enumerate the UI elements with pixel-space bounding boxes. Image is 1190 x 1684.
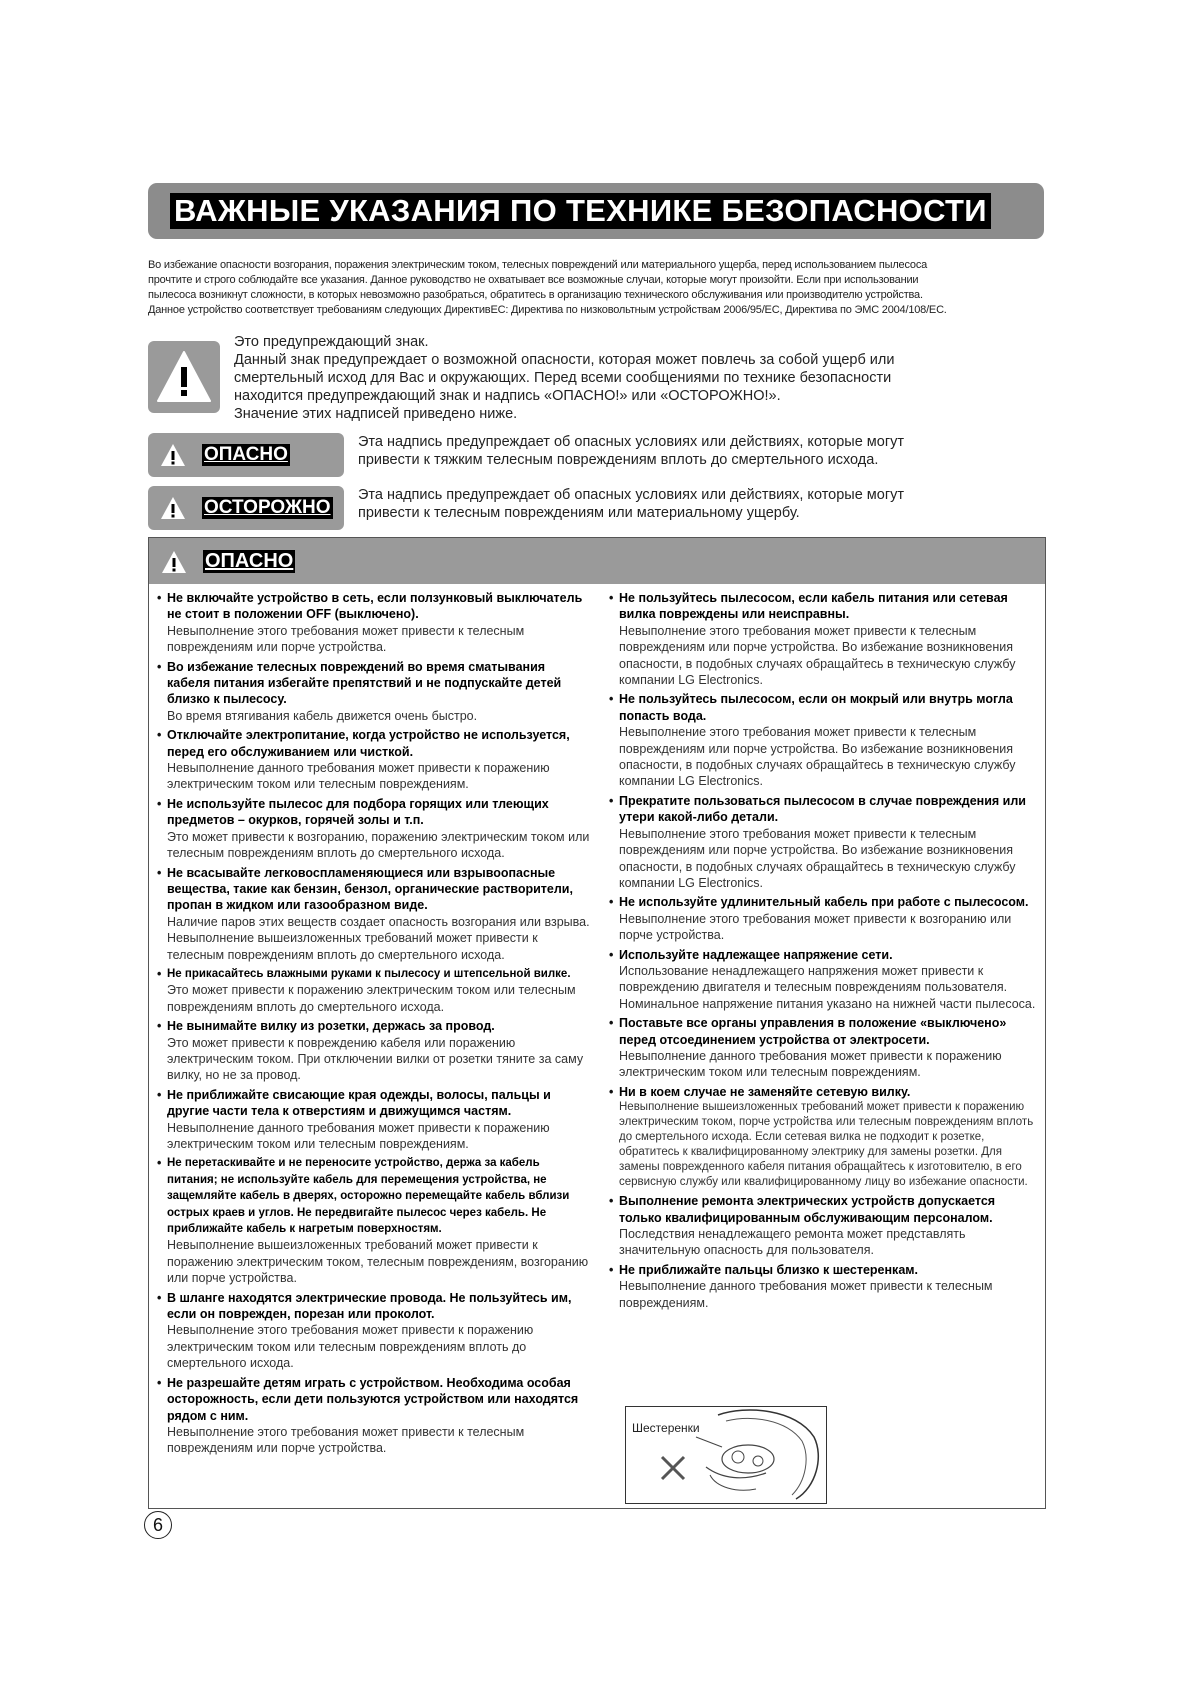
item-body: Последствия ненадлежащего ремонта может представлять значительную опасность для пользователя. bbox=[619, 1227, 966, 1258]
bullet: • bbox=[157, 1156, 162, 1171]
bullet: • bbox=[609, 692, 614, 707]
list-item bbox=[157, 966, 591, 1015]
list-item bbox=[609, 1015, 1039, 1081]
bullet: • bbox=[157, 865, 162, 880]
warning-triangle-icon bbox=[160, 443, 186, 467]
item-heading: Ни в коем случае не заменяйте сетевую вилку. bbox=[619, 1084, 911, 1099]
bullet: • bbox=[609, 793, 614, 808]
item-body: Невыполнение вышеизложенных требований может привести к поражению электрическим током, телесным повреждениям, возгоранию или порче устройства. bbox=[167, 1238, 589, 1286]
danger-label bbox=[148, 433, 344, 477]
list-item bbox=[609, 947, 1039, 1013]
list-item bbox=[157, 659, 591, 725]
item-heading: Не перетаскивайте и не переносите устройство, держа за кабель питания; не используйте кабель для перемещения устройства, не защемляйте кабель в дверях, осторожно перемещайте кабель вблизи острых краев и углов. Не передвигайте пылесос через кабель. Не приближайте кабель к нагретым поверхностям. bbox=[167, 1157, 570, 1236]
item-body: Это может привести к поражению электрическим током или телесным повреждениям вплоть до смертельного исхода. bbox=[167, 983, 576, 1014]
warning-line: Данный знак предупреждает о возможной опасности, которая может повлечь за собой ущерб или bbox=[234, 352, 895, 368]
caution-label bbox=[148, 486, 344, 530]
list-item bbox=[157, 590, 591, 656]
intro-text bbox=[148, 258, 1044, 318]
item-heading: Отключайте электропитание, когда устройство не используется, перед его обслуживанием или чисткой. bbox=[167, 728, 570, 759]
item-body: Невыполнение этого требования может привести к телесным повреждениям или порче устройства. Во избежание возникновения опасности, в подобных случаях обращайтесь в техническую службу компании LG Electronics. bbox=[619, 725, 1016, 789]
bullet: • bbox=[609, 1084, 614, 1099]
warning-sign-description bbox=[234, 333, 1044, 423]
bullet: • bbox=[609, 591, 614, 605]
danger-desc-line: Эта надпись предупреждает об опасных условиях или действиях, которые могут bbox=[358, 434, 905, 450]
list-item bbox=[609, 590, 1039, 688]
caution-description bbox=[358, 486, 1044, 522]
list-item bbox=[157, 1018, 591, 1084]
item-heading: Прекратите пользоваться пылесосом в случае повреждения или утери какой-либо детали. bbox=[619, 793, 1026, 825]
list-item bbox=[157, 1087, 591, 1153]
item-body: Невыполнение данного требования может привести к поражению электрическим током или телесным повреждениям. bbox=[167, 761, 550, 792]
item-heading: Во избежание телесных повреждений во время сматывания кабеля питания избегайте препятствий и не подпускайте детей близко к пылесосу. bbox=[167, 659, 562, 707]
bullet: • bbox=[157, 1019, 162, 1034]
item-heading: Поставьте все органы управления в положение «выключено» перед отсоединением устройства от электросети. bbox=[619, 1016, 1007, 1047]
item-body: Невыполнение вышеизложенных требований может привести к поражению электрическим током, порче устройства или телесным повреждениям вплоть до смертельного исхода. Если сетевая вилка не подходит к розетке, обратитесь к квалифицированному электрику для замены розетки. Для замены поврежденного кабеля питания обращайтесь к изготовителю, в его сервисную службу или квалифицированному лицу во избежание опасности. bbox=[619, 1101, 1034, 1189]
item-body: Невыполнение данного требования может привести к телесным повреждениям. bbox=[619, 1279, 993, 1310]
item-body: Во время втягивания кабель движется очень быстро. bbox=[167, 708, 478, 723]
item-body: Наличие паров этих веществ создает опасность возгорания или взрыва. Невыполнение вышеизложенных требований может привести к телесным повреждениям вплоть до смертельного исхода. bbox=[167, 914, 590, 962]
caution-desc-line: привести к телесным повреждениям или материальному ущербу. bbox=[358, 505, 800, 521]
item-heading: Не используйте пылесос для подбора горящих или тлеющих предметов – окурков, горячей золы и т.п. bbox=[167, 796, 549, 828]
exclamation-icon bbox=[156, 349, 212, 405]
item-body: Использование ненадлежащего напряжения может привести к повреждению двигателя и телесным повреждениям пользователя. Номинальное напряжение питания указано на нижней части пылесоса. bbox=[619, 963, 1036, 1011]
warning-line: смертельный исход для Вас и окружающих. Перед всеми сообщениями по технике безопасности bbox=[234, 370, 892, 386]
item-body: Невыполнение этого требования может привести к возгоранию или порче устройства. bbox=[619, 911, 1012, 943]
page-title: ВАЖНЫЕ УКАЗАНИЯ ПО ТЕХНИКЕ БЕЗОПАСНОСТИ bbox=[170, 193, 991, 229]
list-item bbox=[609, 1193, 1039, 1259]
intro-line: Данное устройство соответствует требованиям следующих ДирективЕС: Директива по низковольтным устройствам 2006/95/ЕС, Директива по ЭМС 2004/108/ЕС. bbox=[148, 304, 947, 316]
item-heading: Не разрешайте детям играть с устройством. Необходима особая осторожность, если дети пользуются устройством или находятся рядом с ним. bbox=[167, 1375, 579, 1423]
intro-line: прочтите и строго соблюдайте все указания. Данное руководство не охватывает все возможные случаи, которые могут произойти. Если при использовании bbox=[148, 274, 919, 286]
intro-line: Во избежание опасности возгорания, поражения электрическим током, телесных повреждений или материального ущерба, перед использованием пылесоса bbox=[148, 259, 928, 271]
item-body: Невыполнение данного требования может привести к поражению электрическим током или телесным повреждениям. bbox=[619, 1048, 1002, 1080]
caution-desc-line: Эта надпись предупреждает об опасных условиях или действиях, которые могут bbox=[358, 487, 905, 503]
list-item bbox=[609, 1084, 1039, 1190]
item-heading: Не пользуйтесь пылесосом, если он мокрый или внутрь могла попасть вода. bbox=[619, 692, 1013, 723]
right-column bbox=[609, 590, 1039, 1314]
left-column bbox=[157, 590, 591, 1460]
list-item bbox=[609, 894, 1039, 943]
item-body: Невыполнение этого требования может привести к телесным повреждениям или порче устройства. bbox=[167, 1424, 525, 1456]
bullet: • bbox=[157, 591, 162, 605]
list-item bbox=[157, 865, 591, 963]
item-body: Невыполнение этого требования может привести к телесным повреждениям или порче устройства. Во избежание возникновения опасности, в подобных случаях обращайтесь в техническую службу компании LG Electronics. bbox=[619, 826, 1016, 890]
list-item bbox=[609, 793, 1039, 891]
item-heading: Не прикасайтесь влажными руками к пылесосу и штепсельной вилке. bbox=[167, 967, 571, 980]
list-item bbox=[157, 1290, 591, 1372]
list-item bbox=[609, 1262, 1039, 1311]
item-body: Невыполнение этого требования может привести к телесным повреждениям или порче устройства. Во избежание возникновения опасности, в подобных случаях обращайтесь в техническую службу компании LG Electronics. bbox=[619, 623, 1016, 688]
bullet: • bbox=[609, 895, 614, 910]
danger-desc-line: привести к тяжким телесным повреждениям вплоть до смертельного исхода. bbox=[358, 452, 879, 468]
item-heading: Используйте надлежащее напряжение сети. bbox=[619, 947, 893, 962]
item-heading: В шланге находятся электрические провода. Не пользуйтесь им, если он поврежден, порезан или проколот. bbox=[167, 1290, 572, 1322]
page-number: 6 bbox=[144, 1511, 172, 1539]
bullet: • bbox=[609, 1262, 614, 1277]
intro-line: пылесоса возникнут сложности, в которых невозможно разобраться, обратитесь в организацию технического обслуживания или производителю устройства. bbox=[148, 289, 923, 301]
list-item bbox=[157, 1375, 591, 1457]
danger-description bbox=[358, 433, 1044, 469]
item-heading: Не пользуйтесь пылесосом, если кабель питания или сетевая вилка повреждены или неисправны. bbox=[619, 591, 1008, 622]
bullet: • bbox=[609, 947, 614, 962]
danger-panel-title: ОПАСНО bbox=[205, 550, 294, 572]
item-body: Это может привести к повреждению кабеля или поражению электрическим током. При отключении вилки от розетки тяните за саму вилку, но не за провод. bbox=[167, 1035, 584, 1083]
bullet: • bbox=[609, 1194, 614, 1209]
bullet: • bbox=[157, 1375, 162, 1390]
list-item bbox=[609, 691, 1039, 789]
bullet: • bbox=[157, 796, 162, 811]
item-body: Это может привести к возгоранию, поражению электрическим током или телесным повреждениям вплоть до смертельного исхода. bbox=[167, 829, 590, 861]
gears-illustration bbox=[625, 1406, 827, 1504]
bullet: • bbox=[157, 1087, 162, 1102]
list-item bbox=[157, 727, 591, 793]
bullet: • bbox=[157, 728, 162, 743]
list-item bbox=[157, 796, 591, 862]
danger-panel bbox=[148, 537, 1046, 1509]
item-body: Невыполнение этого требования может привести к поражению электрическим током или телесным повреждениям вплоть до смертельного исхода. bbox=[167, 1323, 534, 1371]
warning-sign bbox=[148, 341, 220, 413]
item-heading: Выполнение ремонта электрических устройств допускается только квалифицированным обслуживающим персоналом. bbox=[619, 1194, 996, 1225]
warning-line: Значение этих надписей приведено ниже. bbox=[234, 406, 518, 422]
danger-label-text: ОПАСНО bbox=[204, 444, 288, 465]
item-heading: Не всасывайте легковоспламеняющиеся или взрывоопасные вещества, такие как бензин, бензол, органические растворители, пропан в жидком или газообразном виде. bbox=[167, 865, 573, 913]
vacuum-gears-drawing bbox=[626, 1407, 826, 1503]
warning-triangle-icon bbox=[160, 496, 186, 520]
danger-panel-header bbox=[149, 538, 1045, 584]
warning-line: находится предупреждающий знак и надпись «ОПАСНО!» или «ОСТОРОЖНО!». bbox=[234, 388, 781, 404]
caution-label-text: ОСТОРОЖНО bbox=[204, 497, 331, 518]
bullet: • bbox=[157, 1290, 162, 1305]
item-heading: Не вынимайте вилку из розетки, держась за провод. bbox=[167, 1019, 495, 1034]
bullet: • bbox=[609, 1016, 614, 1031]
bullet: • bbox=[157, 966, 162, 981]
item-heading: Не приближайте пальцы близко к шестеренкам. bbox=[619, 1262, 918, 1277]
list-item bbox=[157, 1155, 591, 1286]
title-bar bbox=[148, 183, 1044, 239]
gears-label: Шестеренки bbox=[632, 1421, 700, 1435]
warning-line: Это предупреждающий знак. bbox=[234, 334, 429, 350]
item-body: Невыполнение этого требования может привести к телесным повреждениям или порче устройства. bbox=[167, 623, 525, 655]
item-body: Невыполнение данного требования может привести к поражению электрическим током или телесным повреждениям. bbox=[167, 1120, 550, 1151]
item-heading: Не приближайте свисающие края одежды, волосы, пальцы и другие части тела к отверстиям и движущимся частям. bbox=[167, 1087, 551, 1119]
item-heading: Не используйте удлинительный кабель при работе с пылесосом. bbox=[619, 895, 1029, 910]
bullet: • bbox=[157, 659, 162, 674]
warning-triangle-icon bbox=[161, 550, 187, 574]
item-heading: Не включайте устройство в сеть, если ползунковый выключатель не стоит в положении OFF (выключено). bbox=[167, 591, 583, 622]
